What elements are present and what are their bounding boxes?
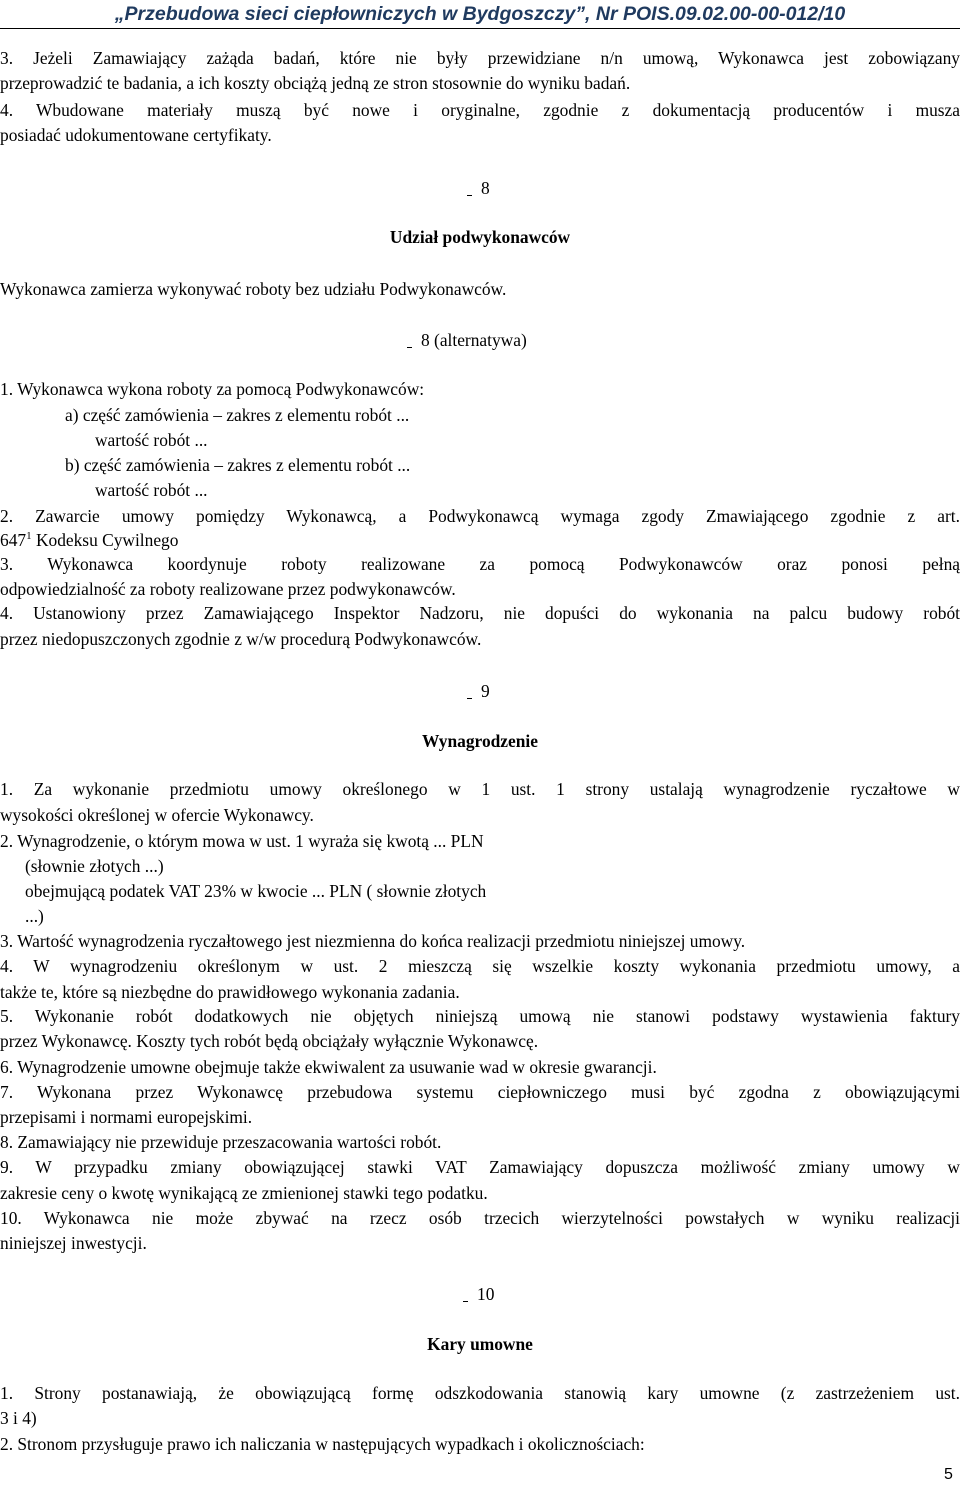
section-number: 8: [481, 178, 490, 198]
list-item: ...): [25, 906, 44, 926]
list-item: 5. Wykonanie robót dodatkowych nie objętych niniejszą umową nie stanowi podstawy wystawienia faktury: [0, 1006, 960, 1026]
paragraph-line: przeprowadzić te badania, a ich koszty obciążą jedną ze stron stosownie do wyniku badań.: [0, 73, 631, 93]
page-number: 5: [944, 1466, 953, 1483]
list-item: wartość robót ...: [95, 480, 208, 500]
list-item: 1. Wykonawca wykona roboty za pomocą Podwykonawców:: [0, 379, 425, 399]
superscript: 1: [26, 530, 32, 542]
list-item: wartość robót ...: [95, 430, 208, 450]
paragraph-line: posiadać udokumentowane certyfikaty.: [0, 125, 272, 145]
list-item: 8. Zamawiający nie przewiduje przeszacowania wartości robót.: [0, 1132, 442, 1152]
list-item: 6. Wynagrodzenie umowne obejmuje także ekwiwalent za usuwanie wad w okresie gwarancji.: [0, 1057, 657, 1077]
section-title: Kary umowne: [427, 1334, 533, 1354]
list-item: 3. Wykonawca koordynuje roboty realizowane za pomocą Podwykonawców oraz ponosi pełną: [0, 554, 960, 574]
code-name: Kodeksu Cywilnego: [31, 530, 179, 550]
section-8-alt-heading: [406, 328, 527, 352]
section-title: Wynagrodzenie: [422, 731, 538, 751]
list-item: wysokości określonej w ofercie Wykonawcy.: [0, 805, 314, 825]
section-sign-icon: [462, 1285, 469, 1303]
section-title: Udział podwykonawców: [389, 227, 571, 247]
list-item: 2. Zawarcie umowy pomiędzy Wykonawcą, a Podwykonawcą wymaga zgody Zmawiającego zgodnie z art.: [0, 506, 960, 526]
list-item: przez niedopuszczonych zgodnie z w/w procedurą Podwykonawców.: [0, 629, 482, 649]
list-item: zakresie ceny o kwotę wynikającą ze zmienionej stawki tego podatku.: [0, 1183, 488, 1203]
section-8-heading: [466, 176, 490, 200]
section-9-heading: [466, 679, 490, 703]
list-item: 1. Strony postanawiają, że obowiązującą formę odszkodowania stanowią kary umowne (z zastrzeżeniem ust.: [0, 1383, 960, 1403]
list-item: także te, które są niezbędne do prawidłowego wykonania zadania.: [0, 982, 460, 1002]
list-item: 4. W wynagrodzeniu określonym w ust. 2 mieszczą się wszelkie koszty wykonania przedmiotu umowy, a: [0, 956, 960, 976]
paragraph-line: 3. Jeżeli Zamawiający zażąda badań, które nie były przewidziane n/n umową, Wykonawca jest zobowiązany: [0, 48, 960, 68]
list-item: 3. Wartość wynagrodzenia ryczałtowego jest niezmienna do końca realizacji przedmiotu niniejszej umowy.: [0, 931, 746, 951]
section-sign-icon: [466, 682, 473, 700]
list-item: przez Wykonawcę. Koszty tych robót będą obciążały wyłącznie Wykonawcę.: [0, 1031, 539, 1051]
list-item: (słownie złotych ...): [25, 856, 164, 876]
list-item: 1. Za wykonanie przedmiotu umowy określonego w 1 ust. 1 strony ustalają wynagrodzenie ryczałtowe w: [0, 779, 960, 799]
list-item: obejmującą podatek VAT 23% w kwocie ... PLN ( słownie złotych: [25, 881, 487, 901]
list-item: przepisami i normami europejskimi.: [0, 1107, 253, 1127]
list-item: 4. Ustanowiony przez Zamawiającego Inspektor Nadzoru, nie dopuści do wykonania na palcu budowy robót: [0, 603, 960, 623]
section-number: 8 (alternatywa): [421, 330, 527, 350]
list-item: niniejszej inwestycji.: [0, 1233, 147, 1253]
list-item: [0, 528, 960, 552]
section-sign-icon: [466, 179, 473, 197]
paragraph-line: Wykonawca zamierza wykonywać roboty bez udziału Podwykonawców.: [0, 279, 507, 299]
article-number: 647: [0, 530, 27, 550]
section-10-heading: [462, 1282, 494, 1306]
section-number: 10: [477, 1284, 495, 1304]
header-rule: [0, 28, 960, 29]
list-item: a) część zamówienia – zakres z elementu robót ...: [65, 405, 410, 425]
list-item: 3 i 4): [0, 1408, 37, 1428]
list-item: b) część zamówienia – zakres z elementu robót ...: [65, 455, 411, 475]
section-number: 9: [481, 681, 490, 701]
list-item: 9. W przypadku zmiany obowiązującej stawki VAT Zamawiający dopuszcza możliwość zmiany umowy w: [0, 1157, 960, 1177]
page-header: „Przebudowa sieci ciepłowniczych w Bydgoszczy”, Nr POIS.09.02.00-00-012/10: [114, 3, 846, 25]
list-item: 2. Wynagrodzenie, o którym mowa w ust. 1 wyraża się kwotą ... PLN: [0, 831, 484, 851]
paragraph-line: 4. Wbudowane materiały muszą być nowe i oryginalne, zgodnie z dokumentacją producentów i musza: [0, 100, 960, 120]
list-item: 7. Wykonana przez Wykonawcę przebudowa systemu ciepłowniczego musi być zgodna z obowiązującymi: [0, 1082, 960, 1102]
list-item: 10. Wykonawca nie może zbywać na rzecz osób trzecich wierzytelności powstałych w wyniku realizacji: [0, 1208, 960, 1228]
list-item: 2. Stronom przysługuje prawo ich naliczania w następujących wypadkach i okolicznościach:: [0, 1434, 645, 1454]
section-sign-icon: [406, 331, 413, 349]
list-item: odpowiedzialność za roboty realizowane przez podwykonawców.: [0, 579, 456, 599]
